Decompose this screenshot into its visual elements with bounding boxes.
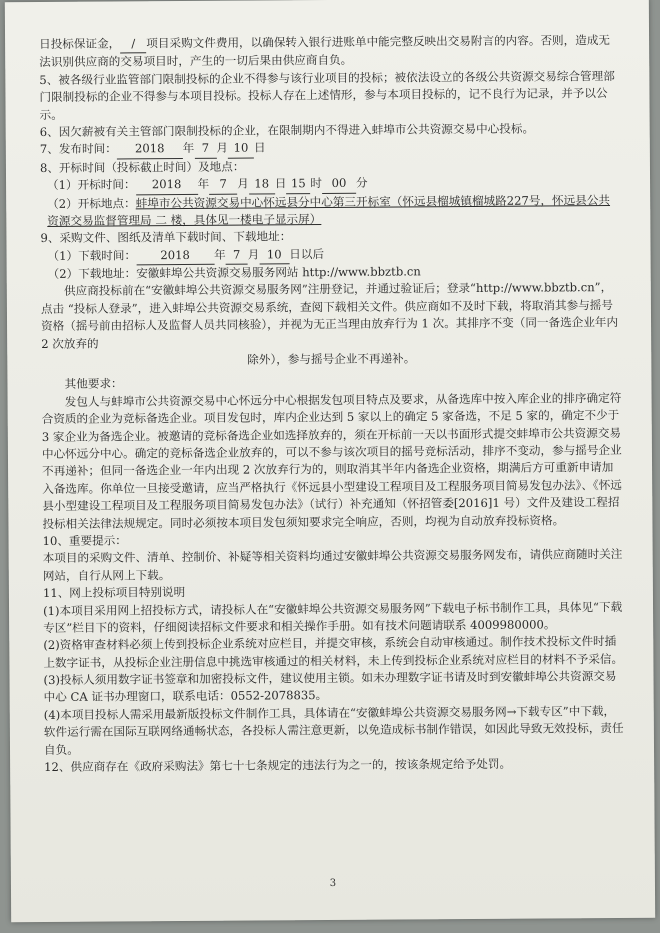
unit: 时 bbox=[310, 176, 323, 191]
label: （2）开标地点： bbox=[47, 195, 136, 211]
item-12: 12、供应商存在《政府采购法》第七十七条规定的违法行为之一的，按该条规定给予处罚。 bbox=[44, 756, 512, 775]
item-8-heading: 8、开标时间（投标截止时间）及地点： bbox=[39, 159, 245, 175]
item-11-point-3: (3)投标人须用数字证书签章和加密投标文件，建议使用主锁。如未办理数字证书请及时到安徽蚌埠公共资源交易中心 CA 证书办理窗口，联系电话：0552-2078835。 bbox=[43, 669, 617, 705]
unit: 分 bbox=[355, 175, 368, 190]
other-requirements-heading: 其他要求： bbox=[64, 376, 123, 392]
day: 18 bbox=[249, 176, 275, 195]
hour: 15 bbox=[286, 175, 310, 194]
document-page bbox=[5, 0, 655, 922]
day: 10 bbox=[228, 140, 254, 159]
unit: 年 bbox=[182, 141, 195, 156]
item-5: 5、被各级行业监管部门限制投标的企业不得参与该行业项目的投标；被依法设立的各级公共资源交易综合管理部门限制投标的企业不得参与本项目投标。投标人存在上述情形，参与本项目投标的，记不良行为记录，并予以公示。 bbox=[39, 68, 615, 122]
unit: 月 bbox=[216, 141, 229, 156]
year: 2018 bbox=[136, 176, 198, 195]
unit: 月 bbox=[247, 247, 260, 262]
item-9-procedure: 供应商投标前在“安徽蚌埠公共资源交易服务网”注册登记，并通过验证后；登录“http://www.bbztb.cn”，点击 “投标人登录”，进入蚌埠公共资源交易系统，查阅下载相关文件。供应商如不及时下载，将取消其参与摇号资格（摇号前由招标人及监督人员共同核验），并视为无正当理由放弃行为 1 次。其排序不变（同一备选企业年内 2 次放弃的 bbox=[40, 280, 619, 351]
item-9-download-address: （2）下载地址：安徽蚌埠公共资源交易服务网站 http://www.bbztb.cn bbox=[47, 264, 421, 282]
unit: 年 bbox=[214, 247, 226, 262]
item-11-point-2: (2)资格审查材料必须上传到投标企业系统对应栏目，并提交审核，系统会自动审核通过。制作技术投标文件时插上数字证书，从投标企业注册信息中挑选审核通过的相关材料，未上传到投标企业系统对应栏目的材料不予采信。 bbox=[43, 634, 624, 670]
month: 7 bbox=[209, 176, 237, 195]
item-10-body: 本项目的采购文件、清单、控制价、补疑等相关资料均通过安徽蚌埠公共资源交易服务网发布，请供应商随时关注网站，自行从网上下载。 bbox=[42, 547, 623, 583]
other-requirements-body: 发包人与蚌埠市公共资源交易中心怀远分中心根据发包项目特点及要求，从备选库中按入库企业的排序确定符合资质的企业为竞标备选企业。项目发包时，库内企业达到 5 家以上的确定 5 家备选，不足 5 家的，确定不少于 3 家企业为备选企业。被邀请的竞标备选企业如选择放弃的，须在开标前一天以书面形式提交蚌埠市公共资源交易中心怀远分中心。确定的竞标备选企业放弃的，可以不参与该次项目的摇号竞标活动，排序不变动，参与摇号企业不再递补；但同一备选企业一年内出现 2 次放弃行为的，则取消其半年内备选企业资格，期满后方可重新申请加入备选库。你单位一旦接受邀请，应当严格执行《怀远县小型建设工程项目及工程服务项目简易发包办法》、《怀远县小型建设工程项目及工程服务项目简易发包办法》（试行）补充通知（怀招管委[2016]1 号）文件及建设工程招投标相关法律法规规定。同时必须按本项目发包须知要求完全响应，否则，均视为自动放弃投标资格。 bbox=[41, 390, 622, 531]
item-11-point-1: (1)本项目采用网上招投标方式，请投标人在“安徽蚌埠公共资源交易服务网”下载电子标书制作工具，具体见“下载专区”栏目下的资料，仔细阅读招标文件要求和相关操作手册。如有技术问题请联系 4009980000。 bbox=[42, 599, 623, 635]
unit: 年 bbox=[197, 176, 210, 192]
unit: 月 bbox=[237, 176, 249, 191]
item-10-heading: 10、重要提示： bbox=[42, 533, 127, 548]
year: 2018 bbox=[117, 140, 183, 159]
unit: 日 bbox=[253, 140, 266, 155]
unit: 日 bbox=[274, 176, 287, 191]
location: 蚌埠市公共资源交易中心怀远县分中心第三开标室（怀远县榴城镇榴城路227号，怀远县公共资源交易监督管理局 二 楼，具体见一楼电子显示屏） bbox=[47, 192, 611, 228]
item-11-heading: 11、网上投标项目特别说明 bbox=[42, 585, 186, 601]
item-9-procedure-tail: 除外），参与摇号企业不再递补。 bbox=[247, 351, 416, 367]
year: 2018 bbox=[136, 246, 214, 265]
day: 10 bbox=[259, 246, 289, 265]
unit: 日以后 bbox=[289, 246, 325, 261]
blank-field: / bbox=[120, 35, 146, 54]
label: 7、发布时间： bbox=[39, 141, 117, 157]
month: 7 bbox=[226, 246, 248, 265]
text: 日投标保证金， bbox=[39, 36, 121, 52]
label: （1）开标时间： bbox=[46, 177, 136, 193]
minute: 00 bbox=[322, 175, 356, 194]
month: 7 bbox=[194, 140, 216, 159]
item-6: 6、因欠薪被有关主管部门限制投标的企业，在限制期内不得进入蚌埠市公共资源交易中心投标。 bbox=[39, 121, 535, 139]
label: （1）下载时间： bbox=[47, 248, 137, 263]
paragraph-bid-bond-continuation bbox=[39, 32, 619, 72]
item-11-point-4: (4)本项目投标人需采用最新版投标文件制作工具，具体请在“安徽蚌埠公共资源交易服务网→下载专区”中下载，软件运行需在国际互联网络通畅状态，各投标人需注意更新，以免造成标书制作错误，如因此导致无效投标，责任自负。 bbox=[43, 703, 624, 757]
document-body bbox=[39, 32, 624, 776]
item-9-heading: 9、采购文件、图纸及清单下载时间、下载地址： bbox=[40, 229, 292, 246]
text: 项目采购文件费用，以确保转入银行进账单中能完整反映出交易附言的内容。否则，造成无法识别供应商的交易项目时，产生的一切后果由供应商自负。 bbox=[39, 33, 611, 70]
item-8-open-location bbox=[40, 191, 620, 230]
page-number: 3 bbox=[329, 877, 337, 890]
